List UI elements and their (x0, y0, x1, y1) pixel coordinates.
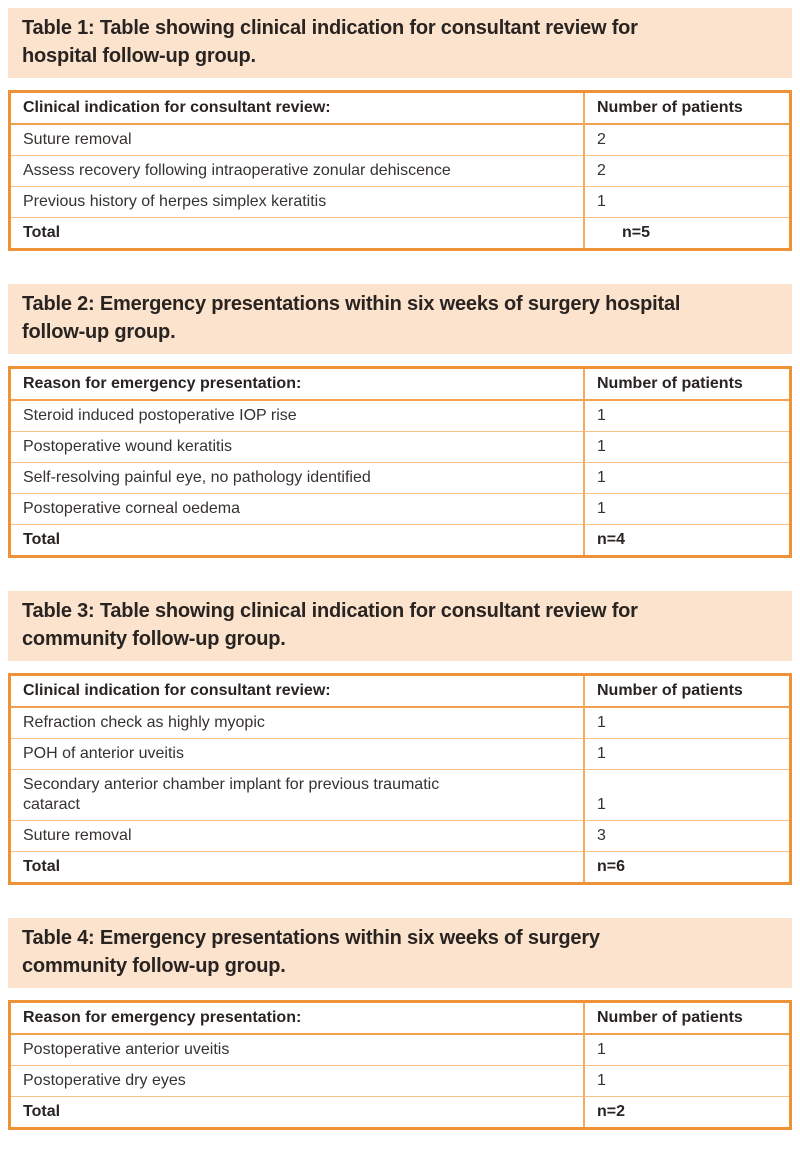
table-1-consultant-review-table (8, 90, 792, 251)
row-label-cell: Postoperative anterior uveitis (11, 1035, 583, 1066)
column-header-patient-count: Number of patients (583, 369, 789, 401)
table-4-header-row (11, 1003, 789, 1035)
row-value-cell: 1 (583, 494, 789, 525)
table-1-title-line-1: Table 1: Table showing clinical indication for consultant review for (22, 17, 638, 39)
total-label-cell: Total (23, 224, 61, 241)
total-label-cell: Total (23, 858, 61, 875)
column-header-patient-count: Number of patients (583, 676, 789, 708)
table-1-title-line-2: hospital follow-up group. (22, 45, 256, 67)
table-row (11, 156, 789, 187)
total-value-cell: n=2 (583, 1097, 789, 1127)
column-header-reason: Reason for emergency presentation: (11, 1003, 583, 1035)
total-label-cell: Total (23, 1103, 61, 1120)
table-2-header-row (11, 369, 789, 401)
table-row (11, 432, 789, 463)
total-row (11, 852, 789, 882)
table-row (11, 1035, 789, 1066)
row-value-cell: 1 (583, 770, 789, 821)
column-header-indication: Clinical indication for consultant review: (11, 676, 583, 708)
table-row (11, 821, 789, 852)
row-label-cell: Postoperative corneal oedema (11, 494, 583, 525)
row-value-cell: 1 (583, 1066, 789, 1097)
row-value-cell: 1 (583, 739, 789, 770)
table-2-title-line-1: Table 2: Emergency presentations within six weeks of surgery hospital (22, 293, 681, 315)
table-1-section (8, 8, 792, 251)
row-value-cell: 3 (583, 821, 789, 852)
row-value-cell: 1 (583, 708, 789, 739)
table-4-title-line-1: Table 4: Emergency presentations within six weeks of surgery (22, 927, 600, 949)
table-row (11, 125, 789, 156)
table-row (11, 494, 789, 525)
table-4-title-line-2: community follow-up group. (22, 955, 286, 977)
table-3-section (8, 591, 792, 885)
row-value-cell: 1 (583, 1035, 789, 1066)
row-label-cell: POH of anterior uveitis (11, 739, 583, 770)
row-value-cell: 2 (583, 125, 789, 156)
table-1-header-row (11, 93, 789, 125)
row-label-line-2: cataract (23, 796, 80, 813)
row-label-cell: Suture removal (11, 125, 583, 156)
row-label-cell: Previous history of herpes simplex keratitis (11, 187, 583, 218)
row-value-cell: 2 (583, 156, 789, 187)
table-row (11, 463, 789, 494)
row-value-cell: 1 (583, 432, 789, 463)
total-row (11, 1097, 789, 1127)
table-2-emergency-presentation-table (8, 366, 792, 558)
column-header-reason: Reason for emergency presentation: (11, 369, 583, 401)
table-row (11, 187, 789, 218)
row-label-line-1: Secondary anterior chamber implant for previous traumatic (23, 776, 440, 793)
row-label-cell: Assess recovery following intraoperative zonular dehiscence (11, 156, 583, 187)
total-value-cell: n=6 (583, 852, 789, 882)
row-label-cell: Refraction check as highly myopic (11, 708, 583, 739)
table-3-header-row (11, 676, 789, 708)
row-label-cell: Self-resolving painful eye, no pathology identified (11, 463, 583, 494)
table-2-title-banner (8, 284, 792, 354)
row-label-cell: Steroid induced postoperative IOP rise (11, 401, 583, 432)
table-4-emergency-presentation-table (8, 1000, 792, 1130)
table-1-title-banner (8, 8, 792, 78)
column-header-indication: Clinical indication for consultant review: (11, 93, 583, 125)
table-row (11, 401, 789, 432)
table-4-section (8, 918, 792, 1130)
total-row (11, 525, 789, 555)
column-header-patient-count: Number of patients (583, 1003, 789, 1035)
row-value-cell: 1 (583, 401, 789, 432)
total-value-cell: n=4 (583, 525, 789, 555)
total-label-cell: Total (23, 531, 61, 548)
total-value-cell: n=5 (583, 218, 789, 248)
row-label-cell (11, 770, 583, 821)
table-row (11, 708, 789, 739)
table-row (11, 739, 789, 770)
column-header-patient-count: Number of patients (583, 93, 789, 125)
table-2-title-line-2: follow-up group. (22, 321, 176, 343)
table-3-title-line-1: Table 3: Table showing clinical indication for consultant review for (22, 600, 638, 622)
table-3-title-line-2: community follow-up group. (22, 628, 286, 650)
row-label-cell: Suture removal (11, 821, 583, 852)
row-label-cell: Postoperative wound keratitis (11, 432, 583, 463)
table-2-section (8, 284, 792, 558)
row-label-cell: Postoperative dry eyes (11, 1066, 583, 1097)
table-3-title-banner (8, 591, 792, 661)
total-row (11, 218, 789, 248)
row-value-cell: 1 (583, 463, 789, 494)
table-4-title-banner (8, 918, 792, 988)
row-value-cell: 1 (583, 187, 789, 218)
table-row (11, 1066, 789, 1097)
table-3-consultant-review-table (8, 673, 792, 885)
table-row (11, 770, 789, 821)
